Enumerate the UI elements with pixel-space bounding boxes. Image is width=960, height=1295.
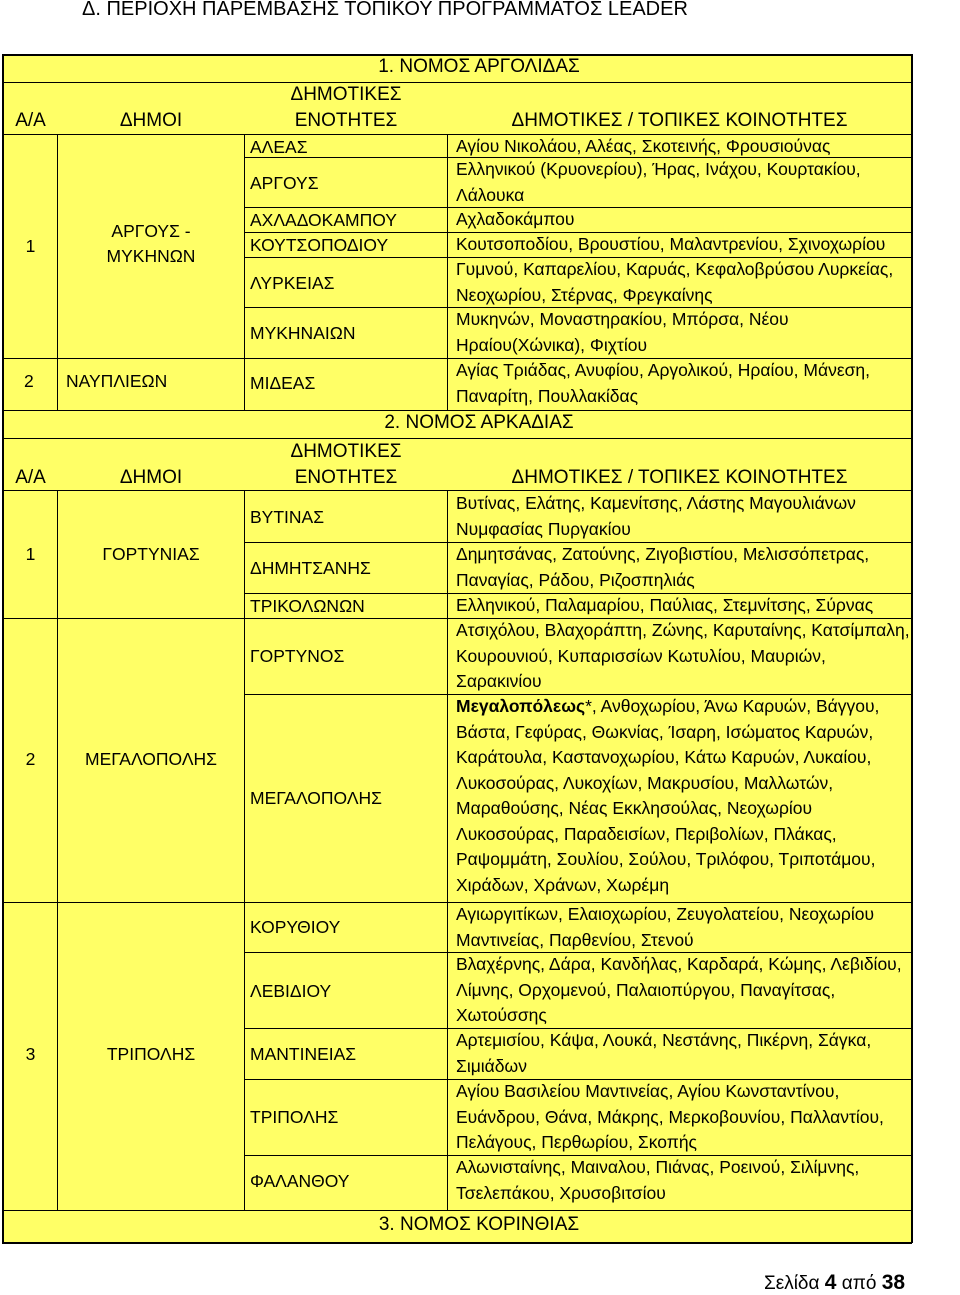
community-line: Νυμφασίας Πυργακίου [456, 518, 631, 539]
unit-name: ΤΡΙΠΟΛΗΣ [250, 1107, 339, 1127]
community-line: Βλαχέρνης, Δάρα, Κανδήλας, Καρδαρά, Κώμης, Λεβιδίου, [456, 954, 902, 974]
unit-name: ΑΡΓΟΥΣ [250, 173, 319, 193]
unit-name: ΦΑΛΑΝΘΟΥ [250, 1171, 350, 1191]
community-line: Αχλαδοκάμπου [456, 209, 575, 229]
unit-name: ΛΥΡΚΕΙΑΣ [250, 273, 335, 293]
community-line [456, 694, 879, 720]
dimos-number: 1 [25, 236, 36, 256]
community-line: Μαντινείας, Παρθενίου, Στενού [456, 929, 694, 950]
header-aa: Α/Α [15, 110, 46, 131]
unit-name: ΜΑΝΤΙΝΕΙΑΣ [250, 1044, 357, 1064]
communities-cell [456, 902, 874, 953]
section-title-arkadia: 2. ΝΟΜΟΣ ΑΡΚΑΔΙΑΣ [384, 412, 574, 433]
unit-name: ΑΧΛΑΔΟΚΑΜΠΟΥ [250, 210, 397, 230]
unit-name: ΜΕΓΑΛΟΠΟΛΗΣ [250, 788, 382, 808]
community-line: Λάλουκα [456, 184, 525, 205]
communities-cell [456, 257, 893, 308]
communities-cell [456, 694, 879, 898]
unit-name: ΚΟΡΥΘΙΟΥ [250, 917, 341, 937]
unit-name: ΓΟΡΤΥΝΟΣ [250, 646, 345, 666]
communities-cell [456, 134, 830, 160]
header-dimoi: ΔΗΜΟΙ [119, 467, 183, 488]
dimos-number: 2 [24, 371, 34, 391]
community-line: Σιμιάδων [456, 1055, 527, 1076]
community-line: Γυμνού, Καπαρελίου, Καρυάς, Κεφαλοβρύσου Λυρκείας, [456, 259, 894, 279]
unit-name: ΜΥΚΗΝΑΙΩΝ [250, 323, 356, 343]
communities-cell [456, 952, 902, 1029]
communities-cell [456, 232, 885, 258]
unit-name: ΔΗΜΗΤΣΑΝΗΣ [250, 558, 371, 578]
communities-cell [456, 1155, 859, 1206]
header-dimoi: ΔΗΜΟΙ [119, 110, 183, 131]
community-line: Αγίου Βασιλείου Μαντινείας, Αγίου Κωνσταντίνου, [456, 1081, 840, 1101]
community-line: Ατσιχόλου, Βλαχοράπτη, Ζώνης, Καρυταίνης, Κατσίμπαλη, [456, 620, 910, 640]
header-enotites-line2: ΕΝΟΤΗΤΕΣ [294, 467, 398, 488]
dimos-name: ΝΑΥΠΛΙΕΩΝ [66, 371, 168, 391]
unit-name: ΜΙΔΕΑΣ [250, 373, 316, 393]
dimos-number: 1 [25, 544, 36, 564]
community-line: Ελληνικού, Παλαμαρίου, Παύλιας, Στεμνίτσης, Σύρνας [456, 595, 874, 615]
community-line: Λυκοσούρας, Παραδεισίων, Περιβολίων, Πλάκας, [456, 823, 837, 844]
community-line: Αγίου Νικολάου, Αλέας, Σκοτεινής, Φρουσιούνας [456, 136, 831, 156]
communities-cell [456, 307, 789, 358]
community-line-rest: *, Ανθοχωρίου, Άνω Καρυών, Βάγγου, [585, 696, 880, 716]
page-title: Δ. ΠΕΡΙΟΧΗ ΠΑΡΕΜΒΑΣΗΣ ΤΟΠΙΚΟΥ ΠΡΟΓΡΑΜΜΑΤΟΣ LEADER [82, 0, 688, 20]
header-koinotites: ΔΗΜΟΤΙΚΕΣ / ΤΟΠΙΚΕΣ ΚΟΙΝΟΤΗΤΕΣ [511, 467, 848, 488]
total-pages: 38 [881, 1271, 906, 1294]
header-enotites-line1: ΔΗΜΟΤΙΚΕΣ [290, 84, 402, 105]
dimos-name: ΜΕΓΑΛΟΠΟΛΗΣ [85, 749, 217, 769]
community-bold-prefix: Μεγαλοπόλεως [456, 696, 586, 716]
community-line: Σαρακινίου [456, 671, 542, 691]
section-title-argolida: 1. ΝΟΜΟΣ ΑΡΓΟΛΙΔΑΣ [378, 56, 580, 77]
header-koinotites: ΔΗΜΟΤΙΚΕΣ / ΤΟΠΙΚΕΣ ΚΟΙΝΟΤΗΤΕΣ [511, 110, 848, 131]
unit-name: ΤΡΙΚΟΛΩΝΩΝ [250, 596, 365, 616]
communities-cell [456, 1028, 871, 1079]
communities-cell [456, 618, 910, 695]
community-line: Λυκοσούρας, Λυκοχίων, Μακρυσίου, Μαλλωτών, [456, 772, 834, 793]
communities-cell [456, 491, 856, 542]
unit-name: ΑΛΕΑΣ [250, 137, 308, 157]
community-line: Χωτούσσης [456, 1005, 547, 1025]
community-line: Τσελεπάκου, Χρυσοβιτσίου [456, 1182, 666, 1203]
community-line: Λίμνης, Ορχομενού, Παλαιοπύργου, Παναγίτσας, [456, 979, 836, 1000]
communities-cell [456, 358, 870, 409]
communities-cell [456, 542, 869, 593]
unit-name: ΚΟΥΤΣΟΠΟΔΙΟΥ [250, 235, 389, 255]
community-line: Ευάνδρου, Θάνα, Μάκρης, Μερκοβουνίου, Παλλαντίου, [456, 1106, 884, 1127]
community-line: Αγιωργιτίκων, Ελαιοχωρίου, Ζευγολατείου, Νεοχωρίου [456, 904, 875, 924]
community-line: Πελάγους, Περθωρίου, Σκοπής [456, 1132, 697, 1152]
community-line: Ηραίου(Χώνικα), Φιχτίου [456, 334, 648, 355]
dimos-number: 2 [25, 749, 36, 769]
community-line: Χιράδων, Χράνων, Χωρέμη [456, 874, 670, 895]
community-line: Βυτίνας, Ελάτης, Καμενίτσης, Λάστης Μαγουλιάνων [456, 493, 856, 513]
community-line: Αγίας Τριάδας, Ανυφίου, Αργολικού, Ηραίου, Μάνεση, [456, 360, 871, 380]
page-of-label: από [836, 1273, 882, 1294]
section-title-korinthia: 3. ΝΟΜΟΣ ΚΟΡΙΝΘΙΑΣ [378, 1214, 580, 1235]
community-line: Μαραθούσης, Νέας Εκκλησούλας, Νεοχωρίου [456, 798, 813, 818]
communities-cell [456, 157, 861, 208]
page-number [764, 1271, 905, 1295]
header-aa: Α/Α [15, 467, 46, 488]
community-line: Παναρίτη, Πουλλακίδας [456, 385, 639, 406]
dimos-name: ΤΡΙΠΟΛΗΣ [106, 1044, 196, 1064]
community-line: Καράτουλα, Καστανοχωρίου, Κάτω Καρυών, Λυκαίου, [456, 747, 872, 767]
community-line: Δημητσάνας, Ζατούνης, Ζιγοβιστίου, Μελισσόπετρας, [456, 544, 870, 564]
community-line: Μυκηνών, Μοναστηρακίου, Μπόρσα, Νέου [456, 309, 789, 329]
dimos-name: ΓΟΡΤΥΝΙΑΣ [102, 544, 200, 564]
header-enotites-line1: ΔΗΜΟΤΙΚΕΣ [290, 441, 402, 462]
dimos-name: ΑΡΓΟΥΣ - [111, 221, 191, 241]
community-line: Ραψομμάτη, Σουλίου, Σούλου, Τριλόφου, Τριποτάμου, [456, 849, 876, 869]
community-line: Κουρουνιού, Κυπαρισσίων Κωτυλίου, Μαυριών, [456, 645, 826, 666]
dimos-number: 3 [25, 1044, 36, 1064]
community-line: Αρτεμισίου, Κάψα, Λουκά, Νεστάνης, Πικέρνη, Σάγκα, [456, 1030, 872, 1050]
page-label: Σελίδα [764, 1273, 825, 1294]
community-line: Νεοχωρίου, Στέρνας, Φρεγκαίνης [456, 284, 713, 305]
dimos-name: ΜΥΚΗΝΩΝ [106, 246, 196, 266]
community-line: Κουτσοποδίου, Βρουστίου, Μαλαντρενίου, Σχινοχωρίου [456, 234, 886, 254]
community-line: Ελληνικού (Κρυονερίου), Ήρας, Ινάχου, Κουρτακίου, [456, 159, 861, 179]
communities-cell [456, 207, 574, 233]
current-page: 4 [824, 1271, 837, 1294]
community-line: Παναγίας, Ράδου, Ριζοσπηλιάς [456, 569, 695, 590]
communities-cell [456, 593, 873, 619]
unit-name: ΛΕΒΙΔΙΟΥ [250, 981, 332, 1001]
community-line: Βάστα, Γεφύρας, Θωκνίας, Ίσαρη, Ισώματος Καρυών, [456, 721, 874, 742]
header-enotites-line2: ΕΝΟΤΗΤΕΣ [294, 110, 398, 131]
unit-name: ΒΥΤΙΝΑΣ [250, 507, 325, 527]
community-line: Αλωνισταίνης, Μαιναλου, Πιάνας, Ροεινού, Σιλίμνης, [456, 1157, 860, 1177]
communities-cell [456, 1079, 884, 1156]
